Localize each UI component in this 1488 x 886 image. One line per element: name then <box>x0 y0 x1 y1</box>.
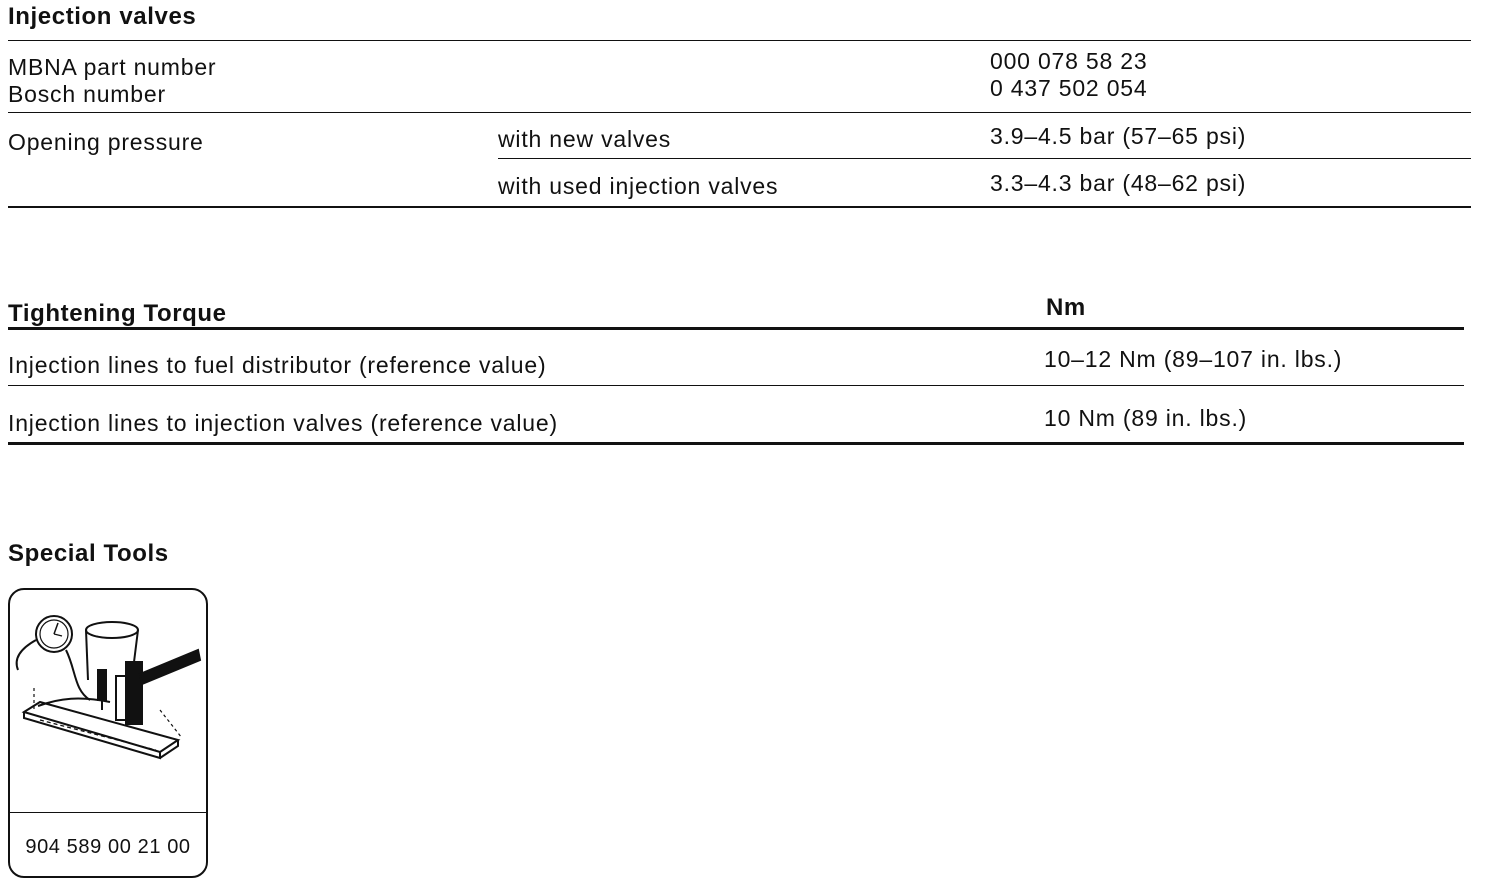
torque-fuel-distributor-value: 10–12 Nm (89–107 in. lbs.) <box>1044 346 1343 372</box>
torque-injection-valves-value: 10 Nm (89 in. lbs.) <box>1044 405 1248 431</box>
section-end-rule <box>8 442 1464 445</box>
section-rule <box>8 40 1471 41</box>
special-tools-heading: Special Tools <box>8 540 169 567</box>
row-rule <box>8 112 1471 113</box>
tightening-torque-heading: Tightening Torque <box>8 300 227 327</box>
torque-fuel-distributor-label: Injection lines to fuel distributor (reference value) <box>8 352 547 378</box>
pressure-used-valves: 3.3–4.3 bar (48–62 psi) <box>990 170 1247 196</box>
pressure-new-valves: 3.9–4.5 bar (57–65 psi) <box>990 123 1247 149</box>
tool-card-divider <box>10 812 206 813</box>
row-rule <box>498 158 1471 159</box>
row-rule <box>8 385 1464 386</box>
section-rule <box>8 327 1464 330</box>
condition-new-valves: with new valves <box>498 126 672 152</box>
section-end-rule <box>8 206 1471 208</box>
condition-used-valves: with used injection valves <box>498 173 779 199</box>
injection-valve-tester-illustration <box>10 590 206 810</box>
torque-injection-valves-label: Injection lines to injection valves (reference value) <box>8 410 558 436</box>
special-tool-card <box>8 588 208 878</box>
mbna-part-number-value: 000 078 58 23 <box>990 48 1148 74</box>
opening-pressure-label: Opening pressure <box>8 129 204 155</box>
torque-unit-header: Nm <box>1046 294 1086 321</box>
injection-valves-heading: Injection valves <box>8 3 197 30</box>
bosch-number-value: 0 437 502 054 <box>990 75 1148 101</box>
mbna-part-number-label: MBNA part number <box>8 54 217 80</box>
bosch-number-label: Bosch number <box>8 81 166 107</box>
tool-number: 904 589 00 21 00 <box>25 836 191 858</box>
